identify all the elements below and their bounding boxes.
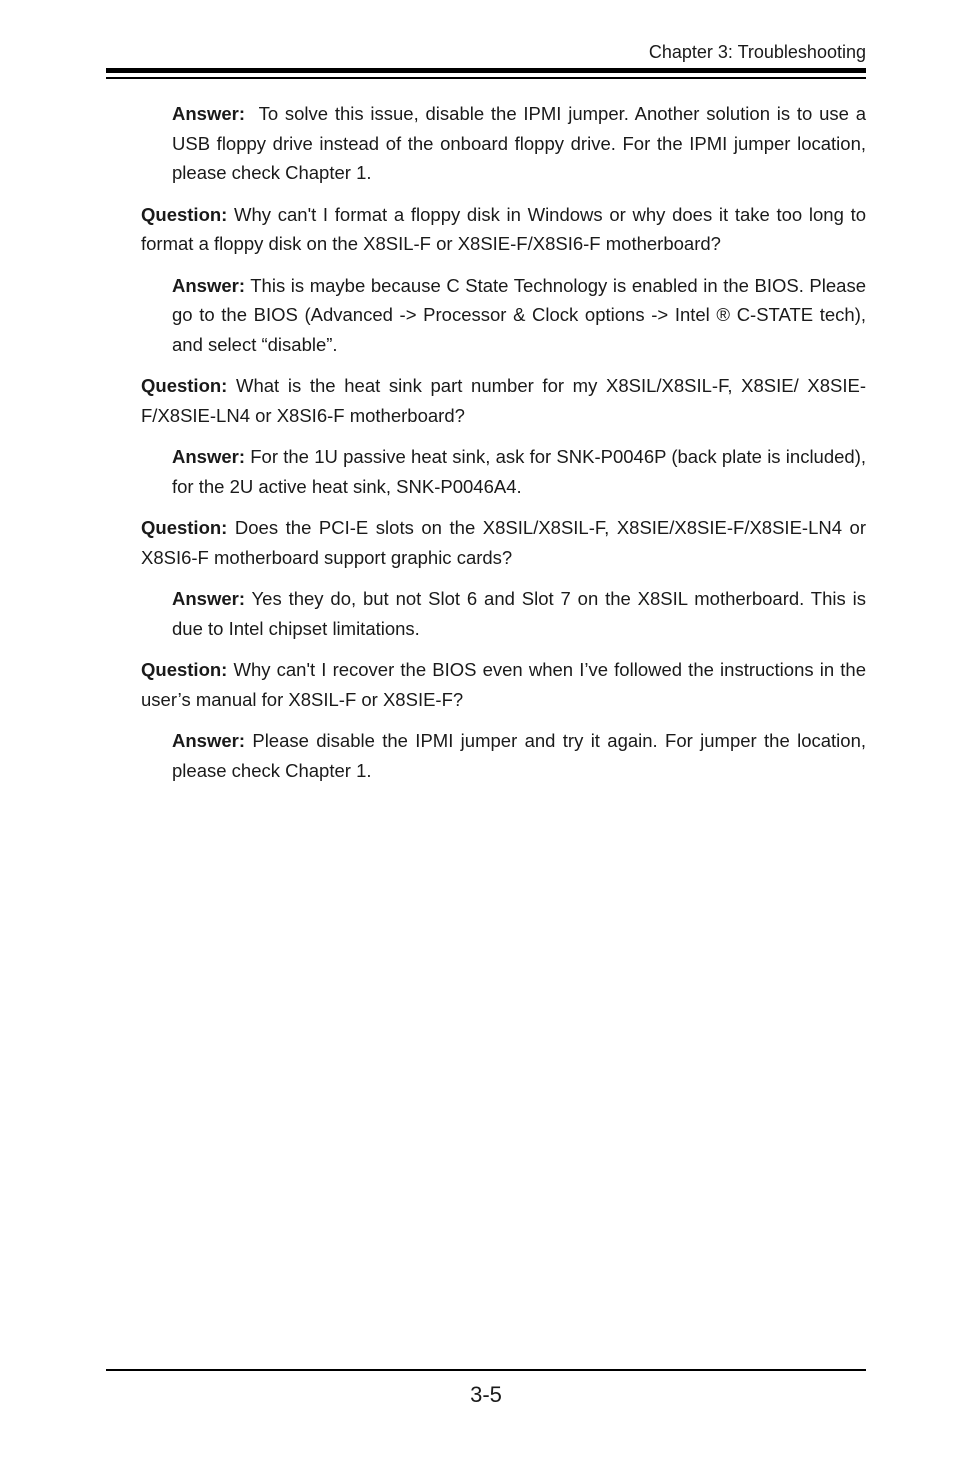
footer-rule	[106, 1369, 866, 1371]
question-label: Question:	[141, 517, 228, 538]
answer-text: For the 1U passive heat sink, ask for SNK-P0046P (back plate is included), for the 2U active heat sink, SNK-P0046A4.	[172, 446, 867, 497]
question-label: Question:	[141, 659, 228, 680]
answer-label: Answer:	[172, 730, 245, 751]
faq-content	[141, 99, 866, 797]
faq-question	[141, 200, 866, 259]
faq-answer	[172, 726, 866, 785]
faq-answer	[172, 584, 866, 643]
page-number: 3-5	[470, 1382, 502, 1407]
chapter-title: Chapter 3: Troubleshooting	[648, 42, 866, 62]
question-text: Why can't I recover the BIOS even when I’ve followed the instructions in the user’s manual for X8SIL-F or X8SIE-F?	[141, 659, 867, 710]
question-label: Question:	[141, 203, 228, 225]
faq-answer	[172, 442, 866, 501]
question-text: What is the heat sink part number for my X8SIL/X8SIL-F, X8SIE/ X8SIE-F/X8SIE-LN4 or X8SI6-F motherboard?	[141, 375, 867, 426]
faq-answer	[172, 271, 866, 360]
answer-label: Answer:	[172, 588, 245, 609]
answer-label: Answer:	[172, 103, 245, 124]
question-text: Why can't I format a floppy disk in Windows or why does it take too long to format a floppy disk on the X8SIL-F or X8SIE-F/X8SI6-F motherboard?	[141, 203, 866, 254]
question-label: Question:	[141, 375, 228, 396]
answer-text: Please disable the IPMI jumper and try it again. For jumper the location, please check Chapter 1.	[172, 730, 866, 781]
question-text: Does the PCI-E slots on the X8SIL/X8SIL-F, X8SIE/X8SIE-F/X8SIE-LN4 or X8SI6-F motherboard support graphic cards?	[141, 517, 867, 568]
faq-question	[141, 513, 866, 572]
answer-text: Yes they do, but not Slot 6 and Slot 7 on the X8SIL motherboard. This is due to Intel chipset limitations.	[172, 588, 866, 639]
header-rule-thick	[106, 68, 866, 73]
faq-question	[141, 655, 866, 714]
answer-text: To solve this issue, disable the IPMI jumper. Another solution is to use a USB floppy drive instead of the onboard floppy drive. For the IPMI jumper location, please check Chapter 1.	[172, 103, 866, 183]
faq-question	[141, 371, 866, 430]
answer-label: Answer:	[172, 274, 245, 296]
header-rule-thin	[106, 77, 866, 79]
faq-answer	[172, 99, 866, 188]
answer-text: This is maybe because C State Technology is enabled in the BIOS. Please go to the BIOS (Advanced -> Processor & Clock options -> Intel ® C-STATE tech), and select “disable”.	[172, 274, 866, 355]
answer-label: Answer:	[172, 446, 245, 467]
